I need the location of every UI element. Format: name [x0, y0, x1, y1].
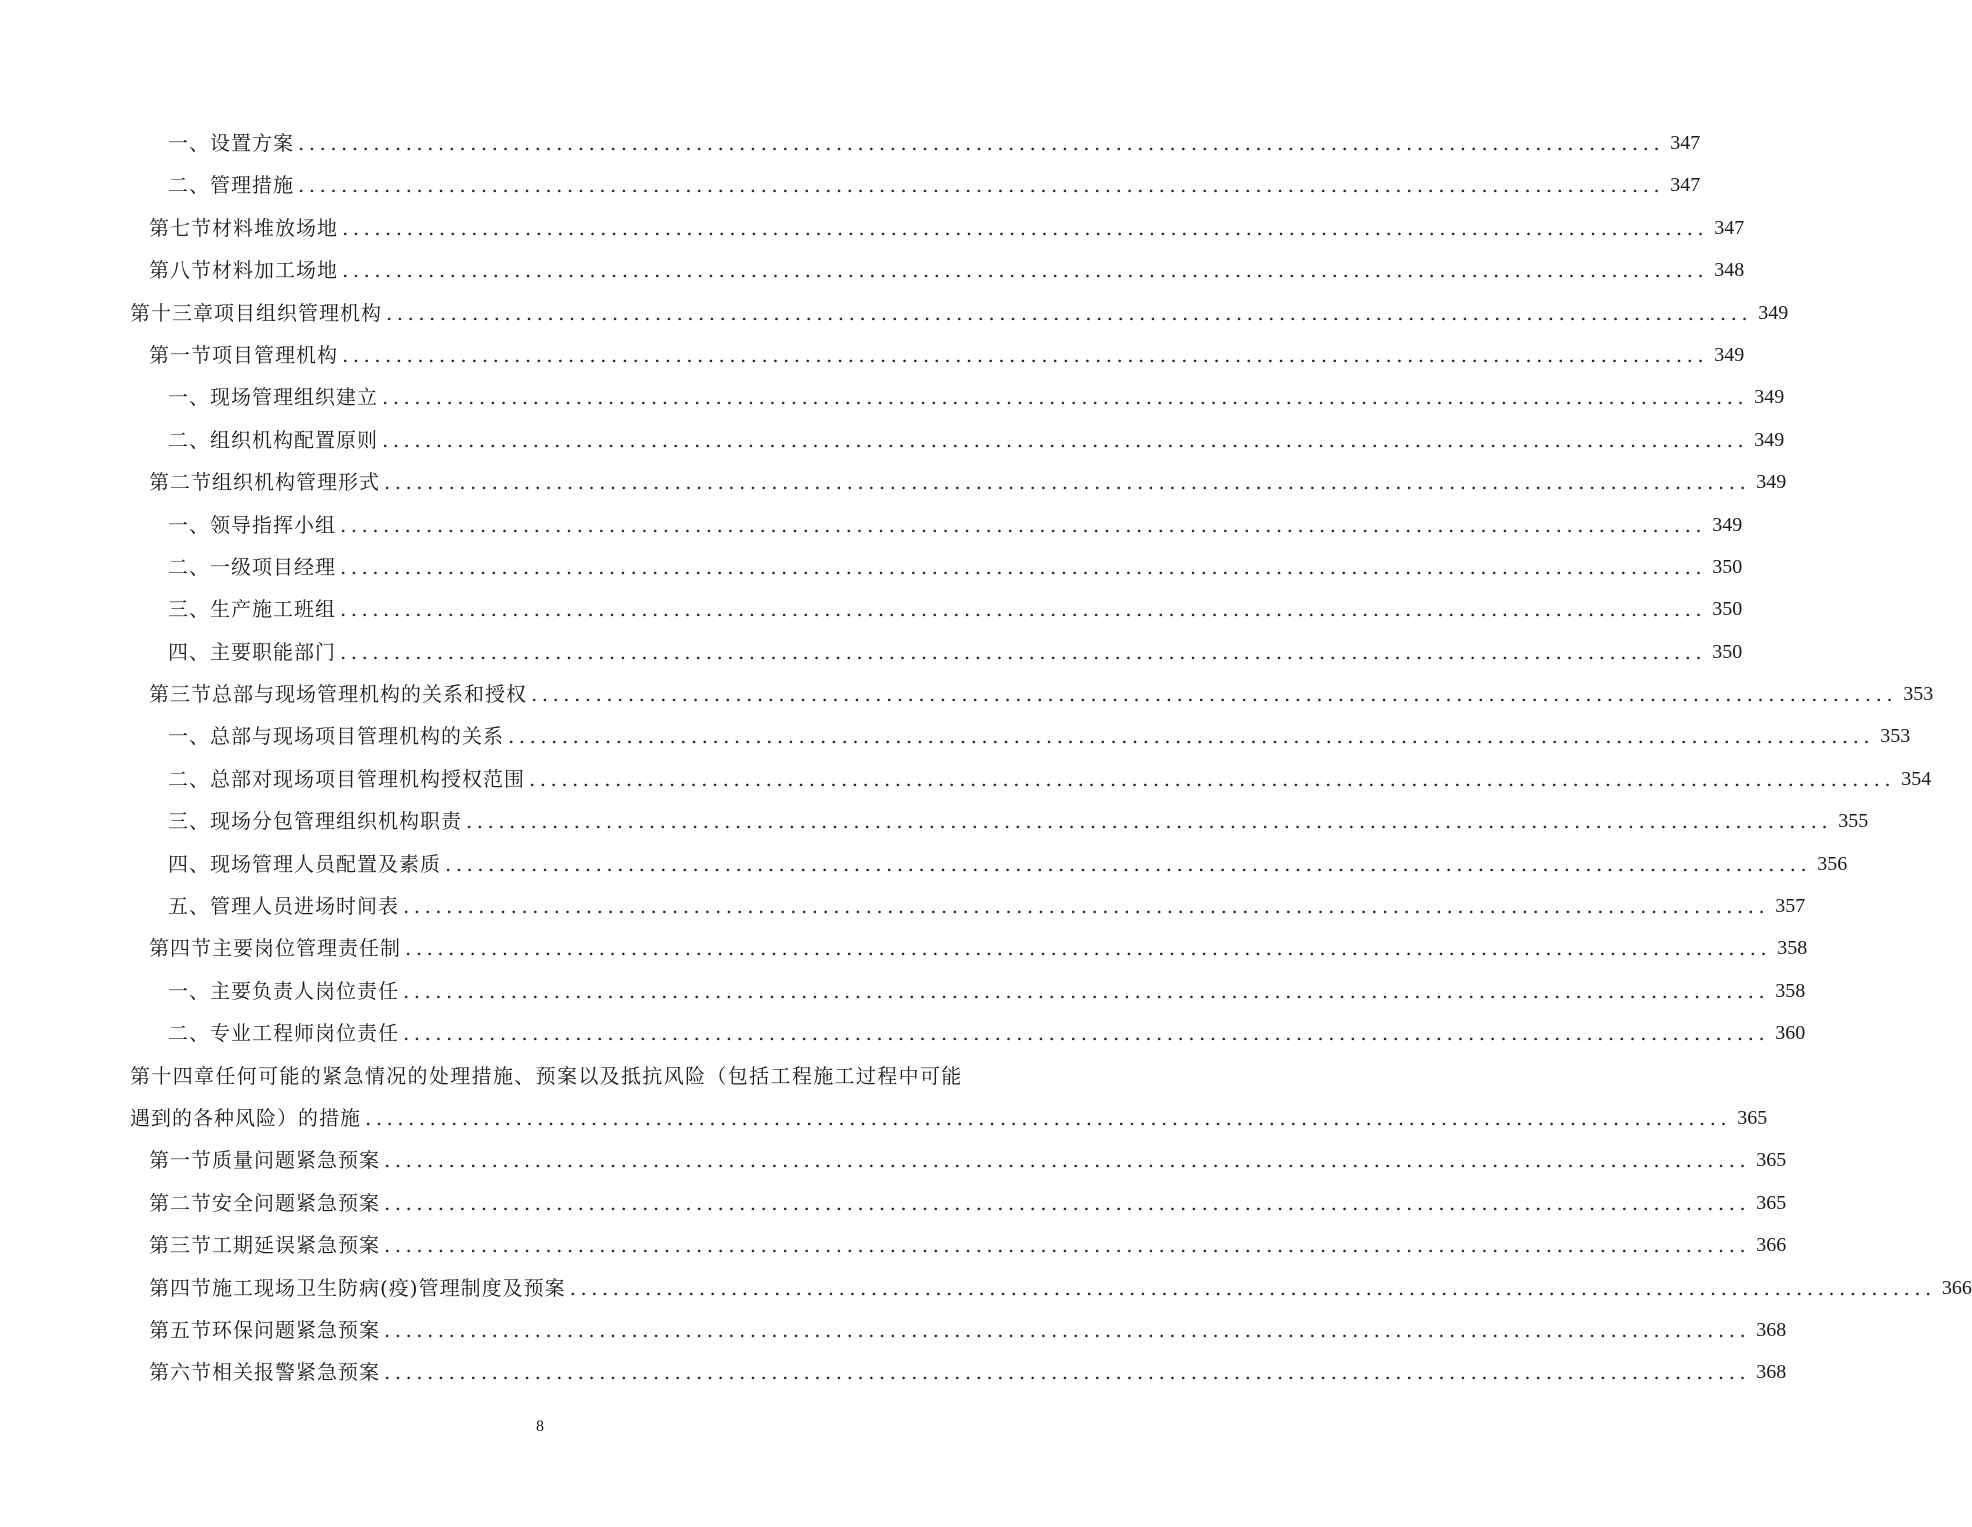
- toc-page-number: 350: [1712, 555, 1743, 578]
- toc-entry-label: 第四节主要岗位管理责任制: [149, 936, 401, 961]
- toc-entry[interactable]: [130, 122, 1701, 164]
- toc-page-number: 349: [1754, 428, 1785, 451]
- toc-entry[interactable]: [130, 1224, 1787, 1266]
- toc-page-number: 368: [1756, 1318, 1787, 1341]
- toc-entry[interactable]: [130, 376, 1785, 418]
- toc-leader-dots: ...............................................................................................................................: [386, 300, 1753, 325]
- toc-page-number: 350: [1712, 598, 1743, 621]
- toc-leader-dots: ...............................................................................................................................: [298, 173, 1665, 198]
- toc-page-number: 353: [1880, 725, 1911, 748]
- toc-entry[interactable]: [130, 715, 1911, 757]
- toc-leader-dots: ...............................................................................................................................: [403, 894, 1770, 919]
- table-of-contents: [130, 122, 1972, 1394]
- toc-page-number: 347: [1714, 216, 1745, 239]
- toc-page-number: 353: [1903, 683, 1934, 706]
- toc-entry[interactable]: [130, 588, 1743, 630]
- toc-entry-label: 二、总部对现场项目管理机构授权范围: [168, 766, 525, 791]
- toc-leader-dots: ...............................................................................................................................: [342, 215, 1709, 240]
- toc-entry-label: 第十三章项目组织管理机构: [130, 300, 382, 325]
- toc-page-number: 355: [1838, 810, 1869, 833]
- toc-leader-dots: ...............................................................................................................................: [340, 639, 1707, 664]
- toc-entry[interactable]: [130, 631, 1743, 673]
- toc-entry-label: 五、管理人员进场时间表: [168, 894, 399, 919]
- toc-chapter-14-line-2[interactable]: [130, 1097, 1768, 1139]
- toc-entry[interactable]: [130, 673, 1934, 715]
- toc-leader-dots: ...............................................................................................................................: [384, 470, 1751, 495]
- toc-entry[interactable]: [130, 843, 1848, 885]
- toc-entry[interactable]: [130, 885, 1806, 927]
- toc-page-number: 358: [1777, 937, 1808, 960]
- toc-entry-label: 一、主要负责人岗位责任: [168, 978, 399, 1003]
- toc-entry-label: 第二节安全问题紧急预案: [149, 1190, 380, 1215]
- toc-entry-label: 第一节质量问题紧急预案: [149, 1148, 380, 1173]
- toc-entry[interactable]: [130, 800, 1869, 842]
- toc-leader-dots: ...............................................................................................................................: [382, 385, 1749, 410]
- toc-leader-dots: ...............................................................................................................................: [403, 1021, 1770, 1046]
- toc-entry[interactable]: [130, 1182, 1787, 1224]
- toc-entry[interactable]: [130, 970, 1806, 1012]
- toc-page-number: 365: [1737, 1106, 1768, 1129]
- toc-page-number: 348: [1714, 259, 1745, 282]
- toc-entry[interactable]: [130, 546, 1743, 588]
- toc-leader-dots: ...............................................................................................................................: [531, 682, 1898, 707]
- toc-page-number: 366: [1756, 1234, 1787, 1257]
- toc-entry[interactable]: [130, 758, 1932, 800]
- toc-entry[interactable]: [130, 461, 1787, 503]
- toc-leader-dots: ...............................................................................................................................: [445, 851, 1812, 876]
- toc-entry-label: 三、生产施工班组: [168, 597, 336, 622]
- toc-entry-label: 第三节工期延误紧急预案: [149, 1233, 380, 1258]
- toc-chapter-14-line-1[interactable]: [130, 1055, 970, 1097]
- toc-entry-label: 二、专业工程师岗位责任: [168, 1021, 399, 1046]
- toc-leader-dots: ...............................................................................................................................: [340, 597, 1707, 622]
- toc-leader-dots: ...............................................................................................................................: [466, 809, 1833, 834]
- toc-entry-label: 第五节环保问题紧急预案: [149, 1317, 380, 1342]
- toc-entry[interactable]: [130, 927, 1808, 969]
- toc-leader-dots: ...............................................................................................................................: [405, 936, 1772, 961]
- toc-page-number: 349: [1756, 471, 1787, 494]
- toc-leader-dots: ...............................................................................................................................: [384, 1190, 1751, 1215]
- toc-page-number: 349: [1712, 513, 1743, 536]
- toc-entry[interactable]: [130, 419, 1785, 461]
- toc-entry[interactable]: [130, 249, 1745, 291]
- toc-leader-dots: ...............................................................................................................................: [508, 724, 1875, 749]
- toc-page-number: 368: [1756, 1361, 1787, 1384]
- toc-leader-dots: ...............................................................................................................................: [342, 258, 1709, 283]
- toc-page-number: 347: [1670, 131, 1701, 154]
- page-number-footer: 8: [536, 1418, 544, 1435]
- toc-leader-dots: ...............................................................................................................................: [569, 1275, 1936, 1300]
- toc-entry-label: 第六节相关报警紧急预案: [149, 1360, 380, 1385]
- toc-entry[interactable]: [130, 1309, 1787, 1351]
- toc-leader-dots: ...............................................................................................................................: [384, 1233, 1751, 1258]
- toc-leader-dots: ...............................................................................................................................: [340, 554, 1707, 579]
- toc-entry-label: 二、一级项目经理: [168, 554, 336, 579]
- toc-leader-dots: ...............................................................................................................................: [403, 978, 1770, 1003]
- toc-leader-dots: ...............................................................................................................................: [340, 512, 1707, 537]
- toc-page-number: 347: [1670, 174, 1701, 197]
- toc-entry-label: 第一节项目管理机构: [149, 342, 338, 367]
- toc-entry-label: 一、领导指挥小组: [168, 512, 336, 537]
- toc-entry[interactable]: [130, 292, 1789, 334]
- toc-leader-dots: ...............................................................................................................................: [382, 427, 1749, 452]
- toc-page-number: 349: [1714, 343, 1745, 366]
- toc-entry-label: 第七节材料堆放场地: [149, 215, 338, 240]
- toc-leader-dots: ...............................................................................................................................: [342, 342, 1709, 367]
- toc-leader-dots: ...............................................................................................................................: [384, 1317, 1751, 1342]
- toc-page-number: 360: [1775, 1022, 1806, 1045]
- toc-leader-dots: ...............................................................................................................................: [298, 130, 1665, 155]
- toc-entry[interactable]: [130, 1012, 1806, 1054]
- toc-page-number: 349: [1758, 301, 1789, 324]
- toc-entry[interactable]: [130, 1139, 1787, 1181]
- toc-leader-dots: ...............................................................................................................................: [365, 1105, 1732, 1130]
- toc-entry-label: 三、现场分包管理组织机构职责: [168, 809, 462, 834]
- toc-entry-label: 二、管理措施: [168, 173, 294, 198]
- toc-page-number: 356: [1817, 852, 1848, 875]
- toc-page-number: 350: [1712, 640, 1743, 663]
- toc-page-number: 349: [1754, 386, 1785, 409]
- toc-page-number: 366: [1941, 1276, 1972, 1299]
- toc-entry[interactable]: [130, 164, 1701, 206]
- toc-page-number: 365: [1756, 1191, 1787, 1214]
- toc-leader-dots: ...............................................................................................................................: [384, 1360, 1751, 1385]
- toc-page-number: 365: [1756, 1149, 1787, 1172]
- toc-page-number: 358: [1775, 979, 1806, 1002]
- toc-entry-label: 一、现场管理组织建立: [168, 385, 378, 410]
- toc-entry[interactable]: [130, 504, 1743, 546]
- toc-entry[interactable]: [130, 334, 1745, 376]
- toc-entry-label: 第二节组织机构管理形式: [149, 470, 380, 495]
- toc-entry-label: 第四节施工现场卫生防病(疫)管理制度及预案: [149, 1275, 566, 1300]
- toc-entry-label: 二、组织机构配置原则: [168, 427, 378, 452]
- toc-entry[interactable]: [130, 1351, 1787, 1393]
- toc-page-number: 357: [1775, 895, 1806, 918]
- toc-entry-label: 一、总部与现场项目管理机构的关系: [168, 724, 504, 749]
- toc-entry-label: 四、主要职能部门: [168, 639, 336, 664]
- toc-entry-label: 一、设置方案: [168, 130, 294, 155]
- toc-entry-label: 第十四章任何可能的紧急情况的处理措施、预案以及抵抗风险（包括工程施工过程中可能: [130, 1063, 963, 1088]
- toc-entry[interactable]: [130, 1267, 1972, 1309]
- toc-entry-label: 四、现场管理人员配置及素质: [168, 851, 441, 876]
- toc-entry[interactable]: [130, 207, 1745, 249]
- toc-entry-label: 第八节材料加工场地: [149, 258, 338, 283]
- toc-leader-dots: ...............................................................................................................................: [384, 1148, 1751, 1173]
- toc-page-number: 354: [1901, 767, 1932, 790]
- toc-entry-label: 遇到的各种风险）的措施: [130, 1105, 361, 1130]
- toc-leader-dots: ...............................................................................................................................: [529, 766, 1896, 791]
- toc-entry-label: 第三节总部与现场管理机构的关系和授权: [149, 682, 527, 707]
